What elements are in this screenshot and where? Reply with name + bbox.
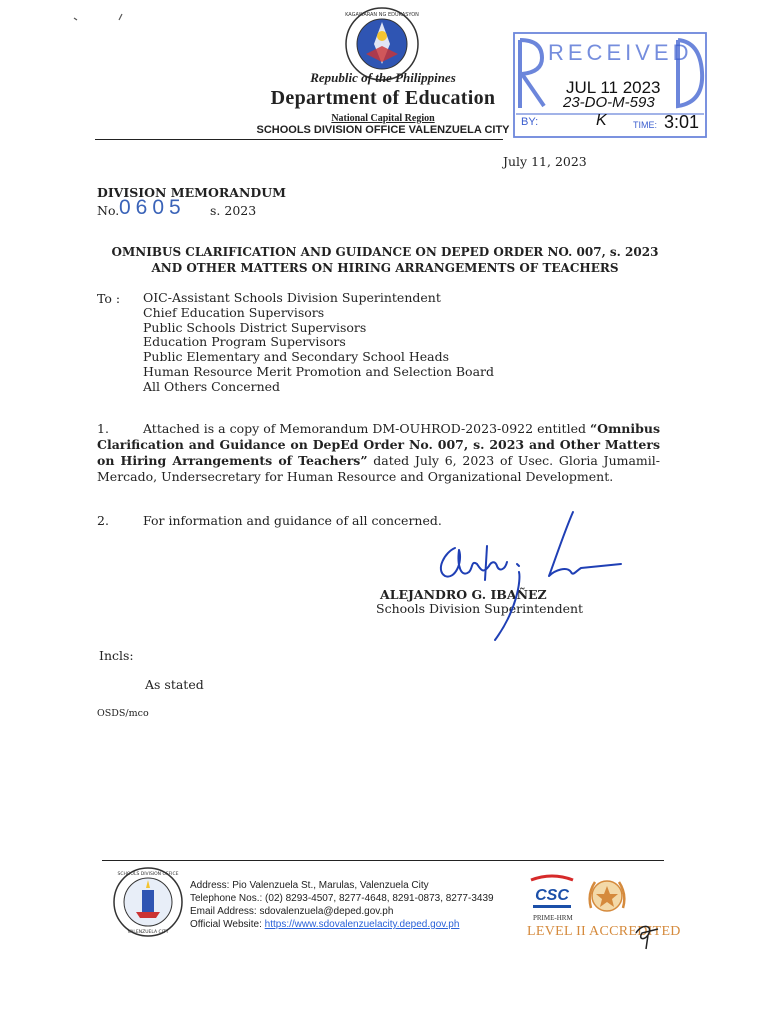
recipient-item: Public Schools District Supervisors — [143, 319, 367, 335]
stamp-by-label: BY: — [521, 116, 539, 128]
footer-website — [190, 918, 494, 931]
header-region: National Capital Region — [331, 113, 435, 124]
prime-hrm-laurel-icon — [583, 872, 631, 920]
paragraph-1-title: “Omnibus Clarification and Guidance on DepEd Order No. 007, s. 2023 and Other Matters on Hiring Arrangements of Teachers” — [97, 421, 660, 468]
recipient-item: Chief Education Supervisors — [143, 304, 325, 320]
paragraph-2-number: 2. — [97, 513, 109, 528]
memo-date: July 11, 2023 — [503, 154, 587, 169]
header-department: Department of Education — [270, 87, 496, 109]
accreditation-label: LEVEL II ACCREDITED — [527, 924, 681, 939]
signer-name: ALEJANDRO G. IBAÑEZ — [380, 587, 547, 602]
paragraph-1-tail: dated July 6, 2023 of Usec. Gloria Jumamil-Mercado, Undersecretary for Human Resource and Organizational Development. — [97, 453, 660, 484]
paragraph-1-lead: Attached is a copy of Memorandum DM-OUHROD-2023-0922 entitled — [143, 421, 590, 436]
recipient-list — [143, 291, 494, 395]
footer-website-link[interactable]: https://www.sdovalenzuelacity.deped.gov.ph — [264, 919, 460, 930]
paragraph-1-number: 1. — [97, 421, 109, 436]
handwritten-signature — [425, 510, 625, 650]
memo-subject-line-2: AND OTHER MATTERS ON HIRING ARRANGEMENTS OF TEACHERS — [151, 260, 619, 275]
stamp-by-initial: K — [596, 112, 607, 129]
memo-number-label: No. — [97, 203, 120, 218]
paragraph-2 — [97, 513, 442, 528]
memo-year: s. 2023 — [210, 203, 257, 218]
footer-contact-info — [190, 879, 494, 931]
stamp-date: JUL 11 2023 — [566, 78, 661, 97]
stamp-reference: 23-DO-M-593 — [563, 94, 655, 111]
header-republic: Republic of the Philippines — [310, 70, 456, 85]
enclosures-label: Incls: — [99, 648, 134, 663]
csc-logo-text: CSC — [535, 887, 569, 904]
handwritten-initial — [632, 921, 664, 951]
memo-title: DIVISION MEMORANDUM — [97, 185, 286, 200]
recipient-item: Human Resource Merit Promotion and Selection Board — [143, 363, 495, 379]
paragraph-1 — [97, 421, 660, 485]
stamp-time-label: TIME: — [633, 120, 657, 130]
stamp-received-text: RECEIVED — [548, 40, 693, 65]
recipient-item: OIC-Assistant Schools Division Superintendent — [143, 290, 441, 305]
memo-subject-line-1: OMNIBUS CLARIFICATION AND GUIDANCE ON DEPED ORDER NO. 007, s. 2023 — [111, 245, 659, 259]
footer-website-label: Official Website: — [190, 919, 265, 930]
signer-title: Schools Division Superintendent — [376, 601, 584, 616]
recipient-item: Public Elementary and Secondary School Heads — [143, 349, 450, 365]
prime-hrm-label: PRIME-HRM — [533, 914, 573, 922]
memo-subject — [95, 245, 675, 276]
sdo-valenzuela-seal-icon — [112, 866, 184, 938]
to-label: To : — [97, 291, 121, 306]
footer-divider — [102, 860, 664, 861]
svg-text:KAGAWARAN NG EDUKASYON: KAGAWARAN NG EDUKASYON — [345, 12, 419, 18]
footer-email: Email Address: sdovalenzuela@deped.gov.ph — [190, 906, 394, 917]
footer-address: Address: Pio Valenzuela St., Marulas, Valenzuela City — [190, 880, 429, 891]
header-office: SCHOOLS DIVISION OFFICE VALENZUELA CITY — [256, 124, 510, 136]
stamp-time-value: 3:01 — [664, 112, 700, 132]
header-divider — [95, 139, 503, 140]
recipient-item: All Others Concerned — [143, 378, 281, 394]
svg-text:VALENZUELA CITY: VALENZUELA CITY — [127, 930, 169, 935]
footer-telephone: Telephone Nos.: (02) 8293-4507, 8277-4648, 8291-0873, 8277-3439 — [190, 893, 494, 904]
csc-logo-icon — [527, 874, 577, 918]
enclosures-value: As stated — [145, 677, 204, 692]
svg-text:SCHOOLS DIVISION OFFICE: SCHOOLS DIVISION OFFICE — [117, 872, 179, 877]
reference-initials: OSDS/mco — [97, 708, 149, 719]
memo-number-value: 0605 — [119, 196, 186, 219]
recipient-item: Education Program Supervisors — [143, 334, 346, 350]
paragraph-2-text: For information and guidance of all concerned. — [143, 513, 442, 528]
scan-mark — [72, 12, 132, 26]
